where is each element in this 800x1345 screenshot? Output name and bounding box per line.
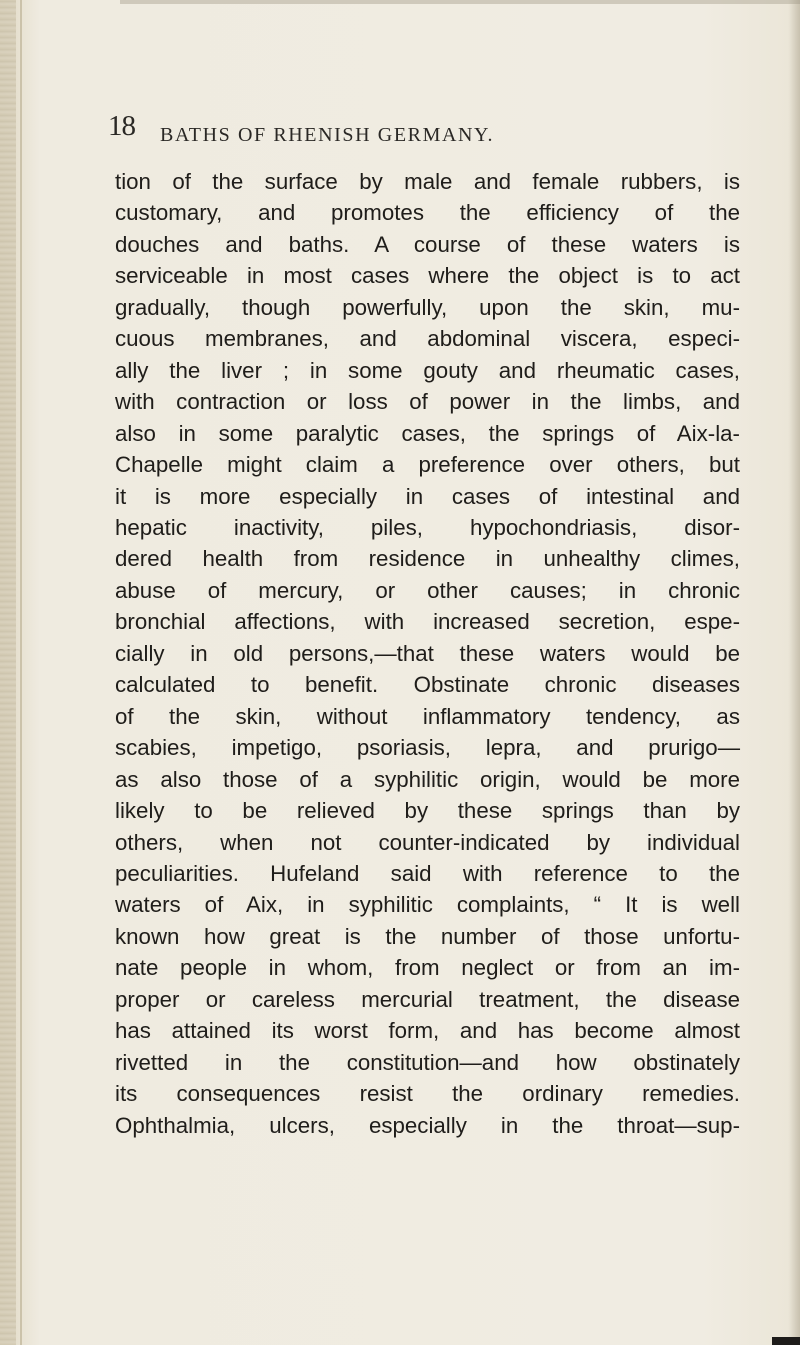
text-line: hepatic inactivity, piles, hypochondriasis, disor- <box>115 514 740 540</box>
body-text <box>115 166 740 1141</box>
text-line: scabies, impetigo, psoriasis, lepra, and prurigo— <box>115 735 740 761</box>
text-line: abuse of mercury, or other causes; in chronic <box>115 577 740 603</box>
text-line: ally the liver ; in some gouty and rheumatic cases, <box>115 357 740 383</box>
gutter-edge <box>20 0 22 1345</box>
text-line: cially in old persons,—that these waters would be <box>115 640 740 666</box>
text-line: bronchial affections, with increased secretion, espe- <box>115 609 740 635</box>
text-line: known how great is the number of those unfortu- <box>115 923 740 949</box>
text-line: of the skin, without inflammatory tendency, as <box>115 703 740 729</box>
text-line: has attained its worst form, and has become almost <box>115 1018 740 1044</box>
page-number: 18 <box>108 110 135 142</box>
text-line: with contraction or loss of power in the limbs, and <box>115 389 740 415</box>
text-line: also in some paralytic cases, the springs of Aix-la- <box>115 420 740 446</box>
text-line: customary, and promotes the efficiency of the <box>115 200 740 226</box>
text-line: rivetted in the constitution—and how obstinately <box>115 1049 740 1075</box>
text-line: cuous membranes, and abdominal viscera, especi- <box>115 326 740 352</box>
binding-gutter <box>0 0 16 1345</box>
text-line: nate people in whom, from neglect or from an im- <box>115 955 740 981</box>
text-line: waters of Aix, in syphilitic complaints, “ It is well <box>115 892 740 918</box>
text-line: gradually, though powerfully, upon the skin, mu- <box>115 294 740 320</box>
corner-mark <box>772 1337 800 1345</box>
running-head: BATHS OF RHENISH GERMANY. <box>160 124 495 146</box>
text-line: dered health from residence in unhealthy climes, <box>115 546 740 572</box>
right-edge-shadow <box>788 0 800 1345</box>
top-edge-shadow <box>120 0 800 4</box>
text-line: its consequences resist the ordinary remedies. <box>115 1081 740 1107</box>
text-line: tion of the surface by male and female rubbers, is <box>115 169 740 194</box>
text-line: as also those of a syphilitic origin, would be more <box>115 766 740 792</box>
text-line: Ophthalmia, ulcers, especially in the throat—sup- <box>115 1112 740 1138</box>
text-line: others, when not counter-indicated by individual <box>115 829 740 855</box>
text-line: calculated to benefit. Obstinate chronic diseases <box>115 672 740 698</box>
text-line: douches and baths. A course of these waters is <box>115 231 740 257</box>
text-line: serviceable in most cases where the object is to act <box>115 263 740 289</box>
text-line: it is more especially in cases of intestinal and <box>115 483 740 509</box>
text-line: proper or careless mercurial treatment, the disease <box>115 986 740 1012</box>
text-line: peculiarities. Hufeland said with reference to the <box>115 860 740 886</box>
text-line: likely to be relieved by these springs than by <box>115 798 740 824</box>
text-line: Chapelle might claim a preference over others, but <box>115 452 740 478</box>
